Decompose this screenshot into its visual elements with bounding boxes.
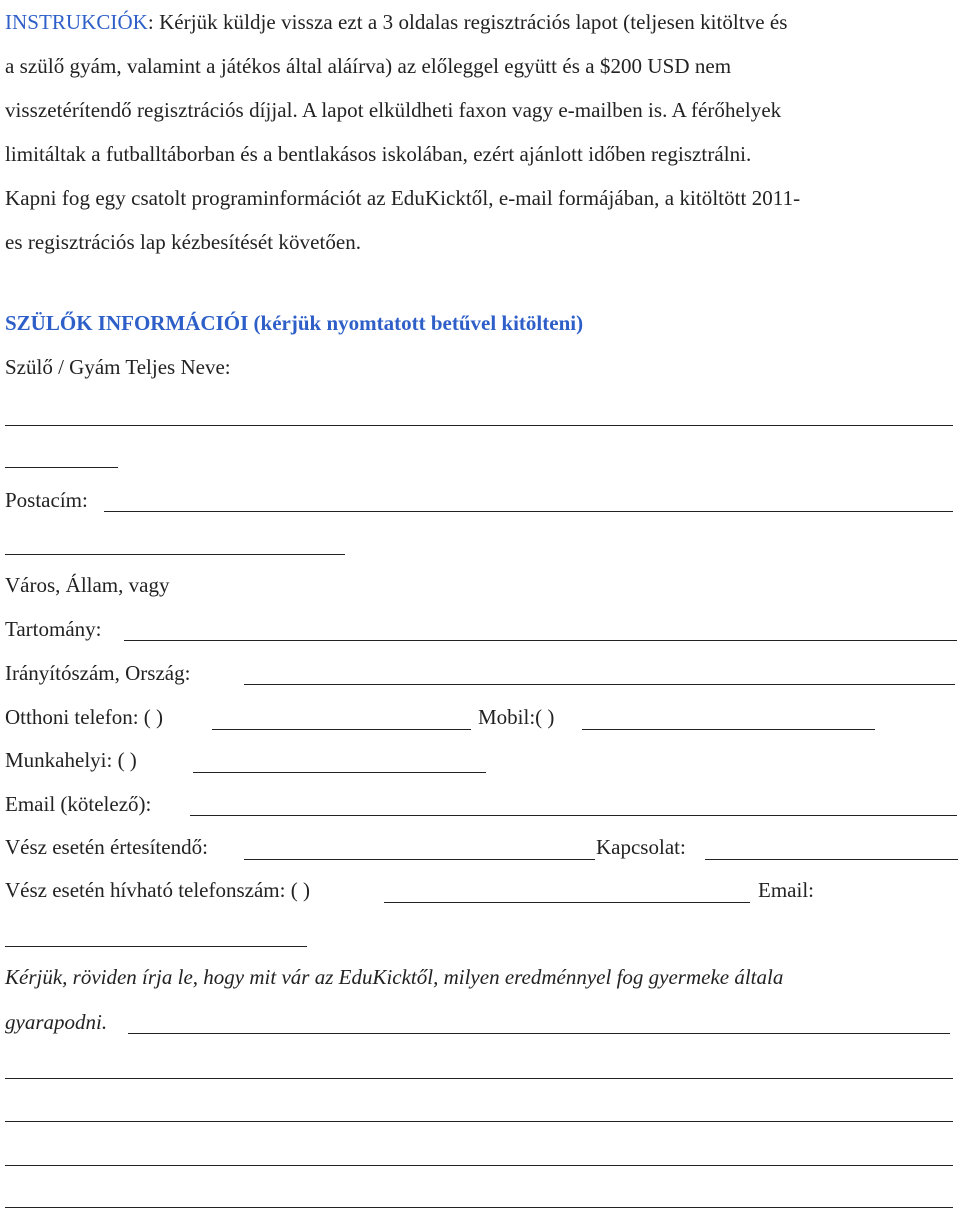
instructions-line: INSTRUKCIÓK: Kérjük küldje vissza ezt a 3 oldalas regisztrációs lapot (teljesen kitöltve és	[5, 10, 788, 34]
email-required-line[interactable]	[190, 815, 957, 816]
expectations-answer-line[interactable]	[128, 1033, 950, 1034]
expectations-answer-line[interactable]	[5, 1165, 953, 1166]
full-name-line-continued[interactable]	[5, 467, 118, 468]
zip-country-line[interactable]	[244, 684, 955, 685]
work-phone-label: Munkahelyi: ( )	[5, 748, 137, 772]
emergency-contact-line[interactable]	[244, 859, 595, 860]
emergency-email-label: Email:	[758, 878, 814, 902]
expectations-answer-line[interactable]	[5, 1121, 953, 1122]
postal-address-label: Postacím:	[5, 488, 88, 512]
instructions-line: visszetérítendő regisztrációs díjjal. A lapot elküldheti faxon vagy e-mailben is. A férőhelyek	[5, 98, 782, 122]
zip-country-label: Irányítószám, Ország:	[5, 661, 191, 685]
instructions-line: limitáltak a futballtáborban és a bentlakásos iskolában, ezért ajánlott időben regisztrálni.	[5, 142, 752, 166]
work-phone-line[interactable]	[193, 772, 486, 773]
instructions-line: a szülő gyám, valamint a játékos által aláírva) az előleggel együtt és a $200 USD nem	[5, 54, 732, 78]
relationship-label: Kapcsolat:	[596, 835, 686, 859]
emergency-contact-label: Vész esetén értesítendő:	[5, 835, 208, 859]
expectations-answer-line[interactable]	[5, 1078, 953, 1079]
postal-address-line-continued[interactable]	[5, 554, 345, 555]
instructions-line: Kapni fog egy csatolt programinformációt az EduKicktől, e-mail formájában, a kitöltött 2011-	[5, 186, 801, 210]
email-required-label: Email (kötelező):	[5, 792, 152, 816]
postal-address-line[interactable]	[104, 511, 953, 512]
mobile-label: Mobil:( )	[478, 705, 555, 729]
full-name-line[interactable]	[5, 425, 953, 426]
relationship-line[interactable]	[705, 859, 958, 860]
emergency-phone-label: Vész esetén hívható telefonszám: ( )	[5, 878, 310, 902]
province-label: Tartomány:	[5, 617, 102, 641]
mobile-line[interactable]	[582, 729, 875, 730]
expectations-question: Kérjük, röviden írja le, hogy mit vár az EduKicktől, milyen eredménnyel fog gyermeke általa	[5, 965, 784, 989]
expectations-answer-line[interactable]	[5, 1207, 953, 1208]
emergency-email-line[interactable]	[5, 946, 307, 947]
instructions-line: es regisztrációs lap kézbesítését követően.	[5, 230, 362, 254]
full-name-label: Szülő / Gyám Teljes Neve:	[5, 355, 231, 379]
emergency-phone-line[interactable]	[384, 902, 750, 903]
city-state-province-line[interactable]	[124, 640, 957, 641]
parent-info-heading: SZÜLŐK INFORMÁCIÓI (kérjük nyomtatott betűvel kitölteni)	[5, 311, 584, 335]
instructions-label: INSTRUKCIÓK	[5, 10, 148, 34]
expectations-question-continued: gyarapodni.	[5, 1010, 108, 1034]
home-phone-label: Otthoni telefon: ( )	[5, 705, 164, 729]
instructions-paragraph	[5, 0, 955, 264]
home-phone-line[interactable]	[212, 729, 471, 730]
city-state-label: Város, Állam, vagy	[5, 573, 170, 597]
